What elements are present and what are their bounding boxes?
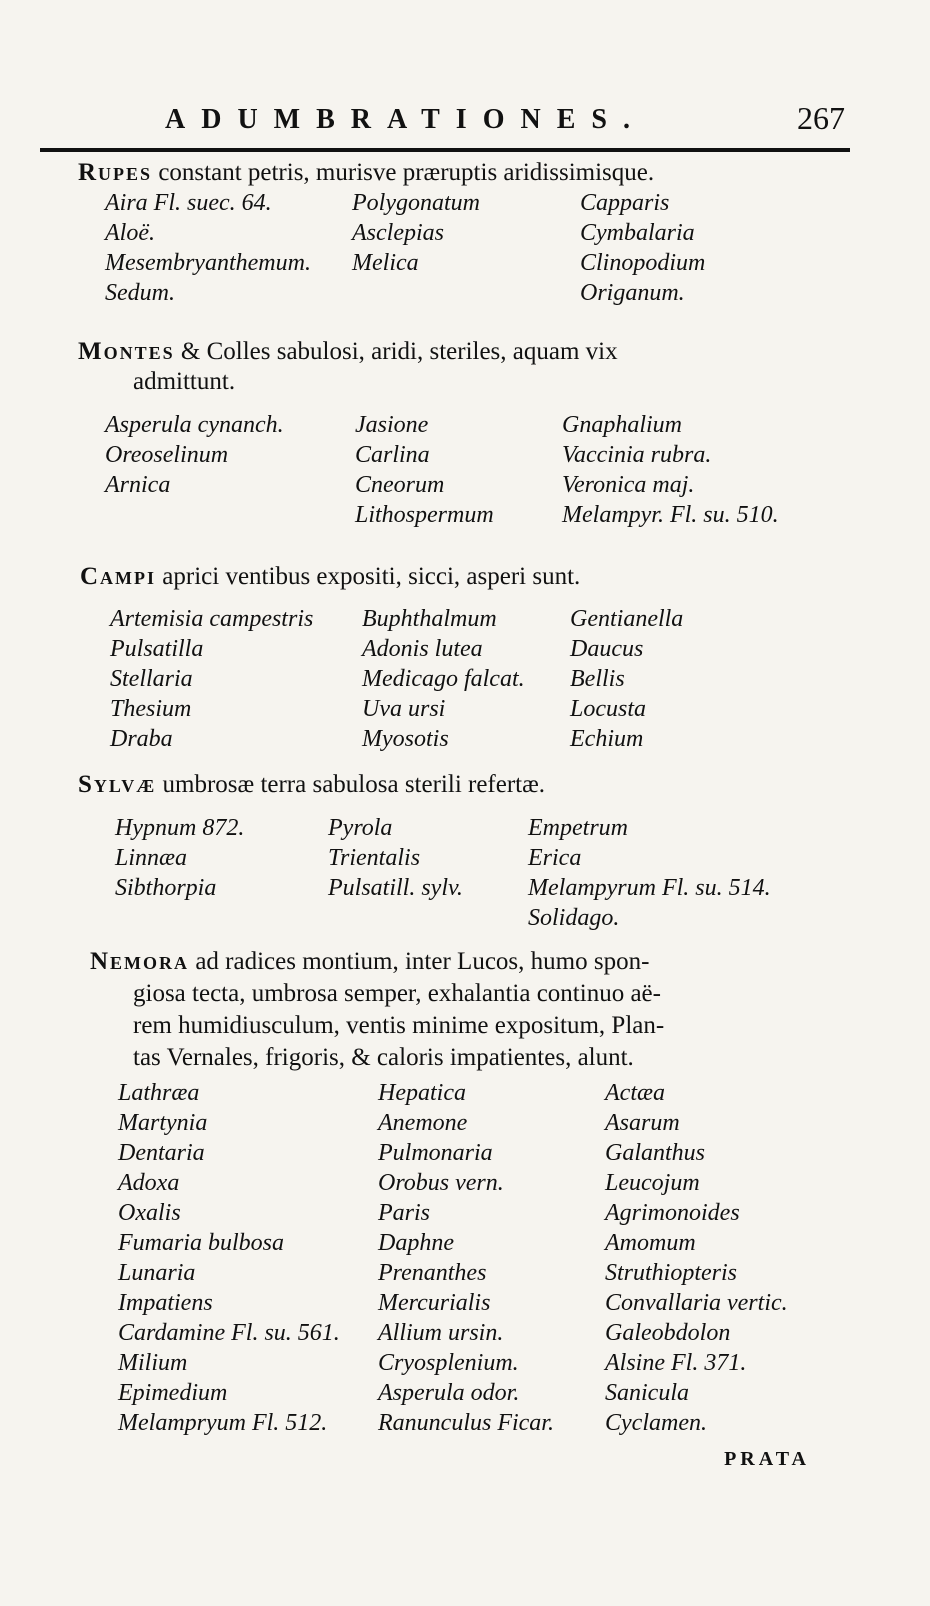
section-heading-campi <box>80 562 580 592</box>
plant-name: Melampyrum Fl. su. 514. <box>528 875 771 901</box>
plant-name: Struthiopteris <box>605 1260 738 1286</box>
section-lead: Sylvæ <box>78 771 157 798</box>
plant-name: Asclepias <box>352 220 444 246</box>
plant-name: Adoxa <box>118 1170 180 1196</box>
plant-name: Mesembryanthemum. <box>105 250 311 276</box>
plant-name: Trientalis <box>328 845 421 871</box>
plant-name: Origanum. <box>580 280 685 306</box>
plant-name: Sedum. <box>105 280 175 306</box>
plant-name: Empetrum <box>528 815 628 841</box>
plant-column-3 <box>580 188 705 308</box>
plant-column-1 <box>110 604 313 754</box>
plant-name: Cryosplenium. <box>378 1350 519 1376</box>
section-text: umbrosæ terra sabulosa sterili refertæ. <box>162 771 546 798</box>
plant-name: Gnaphalium <box>562 412 682 438</box>
plant-name: Cardamine Fl. su. 561. <box>118 1320 340 1346</box>
section-lead: Rupes <box>78 159 153 186</box>
section-heading-nemora <box>90 946 664 1074</box>
plant-name: Cneorum <box>355 472 445 498</box>
section-text: aprici ventibus expositi, sicci, asperi sunt. <box>162 563 581 590</box>
plant-column-1 <box>105 410 284 500</box>
plant-column-2 <box>328 813 463 903</box>
page-number: 267 <box>797 100 845 136</box>
section-text: rem humidiusculum, ventis minime expositum, Plan- <box>133 1012 665 1039</box>
plant-column-3 <box>605 1078 788 1438</box>
plant-name: Bellis <box>570 666 625 692</box>
section-text: tas Vernales, frigoris, & caloris impatientes, alunt. <box>133 1044 634 1071</box>
plant-name: Orobus vern. <box>378 1170 504 1196</box>
plant-column-2 <box>355 410 494 530</box>
section-text: constant petris, murisve præruptis aridissimisque. <box>158 159 655 186</box>
plant-name: Sibthorpia <box>115 875 217 901</box>
section-text: admittunt. <box>133 368 236 395</box>
plant-name: Stellaria <box>110 666 193 692</box>
plant-name: Aira Fl. suec. 64. <box>105 190 272 216</box>
plant-column-1 <box>118 1078 340 1438</box>
plant-name: Daphne <box>378 1230 454 1256</box>
plant-column-3 <box>562 410 779 530</box>
plant-name: Carlina <box>355 442 430 468</box>
plant-name: Aloë. <box>105 220 155 246</box>
plant-name: Martynia <box>118 1110 208 1136</box>
plant-name: Dentaria <box>118 1140 205 1166</box>
section-lead: Montes <box>78 338 175 365</box>
section-lead: Campi <box>80 563 157 590</box>
section-heading-sylvae <box>78 770 545 800</box>
plant-name: Draba <box>110 726 173 752</box>
plant-name: Alsine Fl. 371. <box>605 1350 747 1376</box>
plant-name: Jasione <box>355 412 429 438</box>
plant-column-1 <box>105 188 311 308</box>
plant-name: Melampyr. Fl. su. 510. <box>562 502 779 528</box>
plant-name: Echium <box>570 726 644 752</box>
plant-name: Melica <box>352 250 419 276</box>
catchword: PRATA <box>724 1448 810 1470</box>
plant-name: Capparis <box>580 190 670 216</box>
plant-name: Artemisia campestris <box>110 606 314 632</box>
plant-name: Locusta <box>570 696 647 722</box>
running-title: ADUMBRATIONES. <box>165 104 646 135</box>
plant-name: Lithospermum <box>355 502 494 528</box>
plant-column-1 <box>115 813 244 903</box>
plant-name: Oxalis <box>118 1200 181 1226</box>
section-heading-montes <box>78 337 618 397</box>
plant-name: Mercurialis <box>378 1290 491 1316</box>
section-text: ad radices montium, inter Lucos, humo spon- <box>195 948 650 975</box>
plant-name: Pulsatill. sylv. <box>328 875 463 901</box>
plant-name: Hypnum 872. <box>115 815 245 841</box>
plant-name: Vaccinia rubra. <box>562 442 712 468</box>
plant-name: Epimedium <box>118 1380 228 1406</box>
plant-name: Melampryum Fl. 512. <box>118 1410 328 1436</box>
plant-column-2 <box>362 604 525 754</box>
page-header <box>165 100 845 150</box>
plant-name: Clinopodium <box>580 250 706 276</box>
plant-name: Prenanthes <box>378 1260 487 1286</box>
plant-name: Agrimonoides <box>605 1200 740 1226</box>
plant-name: Paris <box>378 1200 431 1226</box>
plant-name: Actæa <box>605 1080 665 1106</box>
plant-name: Veronica maj. <box>562 472 695 498</box>
plant-name: Allium ursin. <box>378 1320 504 1346</box>
plant-name: Linnæa <box>115 845 188 871</box>
section-text: giosa tecta, umbrosa semper, exhalantia continuo aë- <box>133 980 661 1007</box>
section-lead: Nemora <box>90 948 190 975</box>
plant-name: Cyclamen. <box>605 1410 707 1436</box>
plant-name: Fumaria bulbosa <box>118 1230 285 1256</box>
plant-name: Medicago falcat. <box>362 666 525 692</box>
plant-name: Buphthalmum <box>362 606 497 632</box>
plant-name: Asarum <box>605 1110 680 1136</box>
plant-name: Galanthus <box>605 1140 706 1166</box>
plant-name: Milium <box>118 1350 188 1376</box>
plant-column-3 <box>528 813 771 933</box>
plant-name: Galeobdolon <box>605 1320 731 1346</box>
plant-name: Ranunculus Ficar. <box>378 1410 554 1436</box>
plant-name: Convallaria vertic. <box>605 1290 788 1316</box>
plant-name: Anemone <box>378 1110 468 1136</box>
plant-column-2 <box>378 1078 554 1438</box>
plant-name: Daucus <box>570 636 644 662</box>
plant-column-3 <box>570 604 683 754</box>
plant-name: Pulmonaria <box>378 1140 493 1166</box>
section-heading-rupes <box>78 158 654 188</box>
plant-name: Lathræa <box>118 1080 200 1106</box>
section-text: & Colles sabulosi, aridi, steriles, aquam vix <box>180 338 618 365</box>
plant-name: Uva ursi <box>362 696 446 722</box>
plant-name: Hepatica <box>378 1080 466 1106</box>
plant-name: Myosotis <box>362 726 449 752</box>
plant-name: Sanicula <box>605 1380 689 1406</box>
plant-name: Amomum <box>605 1230 696 1256</box>
plant-name: Gentianella <box>570 606 684 632</box>
plant-column-2 <box>352 188 480 278</box>
plant-name: Pyrola <box>328 815 393 841</box>
plant-name: Cymbalaria <box>580 220 695 246</box>
header-rule <box>40 148 850 152</box>
plant-name: Asperula cynanch. <box>105 412 284 438</box>
plant-name: Arnica <box>105 472 171 498</box>
plant-name: Polygonatum <box>352 190 480 216</box>
plant-name: Pulsatilla <box>110 636 204 662</box>
plant-name: Solidago. <box>528 905 620 931</box>
plant-name: Thesium <box>110 696 192 722</box>
plant-name: Oreoselinum <box>105 442 229 468</box>
plant-name: Erica <box>528 845 582 871</box>
plant-name: Adonis lutea <box>362 636 483 662</box>
plant-name: Impatiens <box>118 1290 213 1316</box>
plant-name: Leucojum <box>605 1170 700 1196</box>
plant-name: Lunaria <box>118 1260 196 1286</box>
plant-name: Asperula odor. <box>378 1380 520 1406</box>
